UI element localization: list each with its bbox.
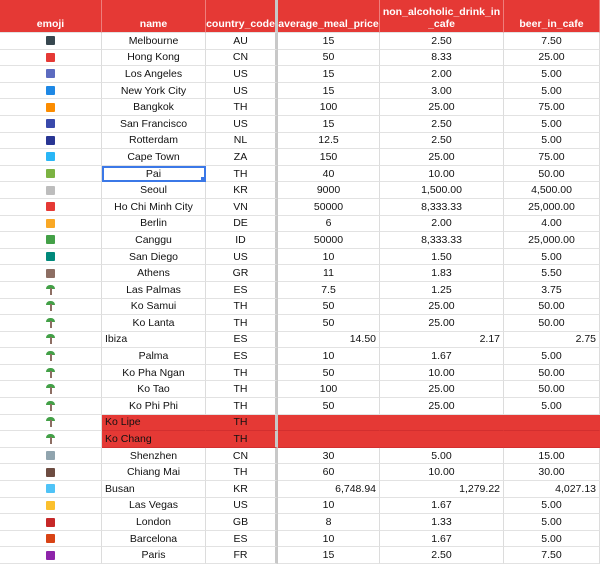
palm-icon (46, 417, 55, 427)
name-cell[interactable]: London (102, 514, 206, 531)
emoji-cell[interactable] (0, 498, 102, 515)
drink-price-cell[interactable]: 25.00 (380, 398, 504, 415)
beer-price-cell[interactable]: 7.50 (504, 33, 600, 50)
name-cell[interactable]: Ibiza (102, 332, 206, 349)
country-code-cell[interactable]: NL (206, 133, 278, 150)
name-cell[interactable]: Melbourne (102, 33, 206, 50)
country-code-cell[interactable]: TH (206, 398, 278, 415)
emoji-cell[interactable] (0, 431, 102, 448)
name-cell[interactable]: Ko Samui (102, 299, 206, 316)
meal-price-cell[interactable] (278, 431, 380, 448)
table-row (0, 531, 600, 548)
country-code-cell[interactable]: US (206, 83, 278, 100)
country-code-cell[interactable]: KR (206, 481, 278, 498)
wave-icon (46, 152, 55, 161)
emoji-cell[interactable] (0, 50, 102, 67)
beer-price-cell[interactable]: 5.00 (504, 133, 600, 150)
name-cell[interactable]: San Diego (102, 249, 206, 266)
name-cell[interactable]: Palma (102, 348, 206, 365)
drink-price-cell[interactable]: 1.25 (380, 282, 504, 299)
country-code-cell[interactable]: TH (206, 299, 278, 316)
beer-price-cell[interactable]: 50.00 (504, 365, 600, 382)
country-code-cell[interactable]: CN (206, 50, 278, 67)
drink-price-cell[interactable]: 3.00 (380, 83, 504, 100)
beer-price-cell[interactable]: 15.00 (504, 448, 600, 465)
emoji-cell[interactable] (0, 332, 102, 349)
drink-price-cell[interactable]: 25.00 (380, 315, 504, 332)
meal-price-cell[interactable]: 50 (278, 299, 380, 316)
palm-icon (46, 285, 55, 295)
name-cell[interactable]: New York City (102, 83, 206, 100)
name-cell[interactable]: Seoul (102, 182, 206, 199)
meal-price-cell[interactable]: 15 (278, 116, 380, 133)
meal-price-cell[interactable]: 15 (278, 33, 380, 50)
country-code-cell[interactable]: ES (206, 332, 278, 349)
table-row (0, 232, 600, 249)
drink-price-cell[interactable]: 8.33 (380, 50, 504, 67)
meal-price-cell[interactable]: 14.50 (278, 332, 380, 349)
table-row (0, 216, 600, 233)
emoji-cell[interactable] (0, 381, 102, 398)
header-emoji[interactable]: emoji (0, 0, 102, 33)
country-code-cell[interactable]: VN (206, 199, 278, 216)
drink-price-cell[interactable]: 25.00 (380, 299, 504, 316)
emoji-cell[interactable] (0, 315, 102, 332)
beer-price-cell[interactable]: 5.00 (504, 398, 600, 415)
beer-price-cell[interactable]: 50.00 (504, 315, 600, 332)
table-row (0, 431, 600, 448)
meal-price-cell[interactable]: 10 (278, 249, 380, 266)
meal-price-cell[interactable]: 6 (278, 216, 380, 233)
beer-price-cell[interactable] (504, 431, 600, 448)
meal-price-cell[interactable]: 50 (278, 398, 380, 415)
beer-price-cell[interactable]: 25,000.00 (504, 199, 600, 216)
night-buildings-icon (46, 136, 55, 145)
emoji-cell[interactable] (0, 116, 102, 133)
country-code-cell[interactable]: ES (206, 282, 278, 299)
beer-price-cell[interactable]: 50.00 (504, 381, 600, 398)
name-cell[interactable]: Canggu (102, 232, 206, 249)
table-body (0, 33, 600, 564)
surfer-icon (46, 252, 55, 261)
table-row (0, 547, 600, 564)
table-row (0, 498, 600, 515)
drink-price-cell[interactable]: 2.00 (380, 216, 504, 233)
country-code-cell[interactable]: TH (206, 381, 278, 398)
country-code-cell[interactable]: GB (206, 514, 278, 531)
table-row (0, 514, 600, 531)
emoji-cell[interactable] (0, 182, 102, 199)
emoji-cell[interactable] (0, 448, 102, 465)
name-cell[interactable]: Pai (102, 166, 206, 183)
table-row (0, 33, 600, 50)
emoji-cell[interactable] (0, 514, 102, 531)
table-row (0, 464, 600, 481)
meal-price-cell[interactable]: 50 (278, 315, 380, 332)
header-non-alcoholic-drink[interactable] (380, 0, 504, 33)
table-row (0, 50, 600, 67)
drink-price-cell[interactable]: 1,500.00 (380, 182, 504, 199)
country-code-cell[interactable]: TH (206, 99, 278, 116)
emoji-cell[interactable] (0, 99, 102, 116)
emoji-cell[interactable] (0, 265, 102, 282)
emoji-cell[interactable] (0, 166, 102, 183)
meal-price-cell[interactable]: 100 (278, 381, 380, 398)
country-code-cell[interactable]: US (206, 498, 278, 515)
emoji-cell[interactable] (0, 348, 102, 365)
beer-price-cell[interactable]: 50.00 (504, 299, 600, 316)
name-cell[interactable]: Hong Kong (102, 50, 206, 67)
emoji-cell[interactable] (0, 199, 102, 216)
emoji-cell[interactable] (0, 83, 102, 100)
country-code-cell[interactable]: GR (206, 265, 278, 282)
header-name[interactable]: name (102, 0, 206, 33)
table-row (0, 398, 600, 415)
country-code-cell[interactable]: TH (206, 415, 278, 432)
meal-price-cell[interactable]: 11 (278, 265, 380, 282)
drink-price-cell[interactable]: 10.00 (380, 464, 504, 481)
country-code-cell[interactable]: FR (206, 547, 278, 564)
drink-price-cell[interactable]: 25.00 (380, 381, 504, 398)
drink-price-cell[interactable]: 2.50 (380, 547, 504, 564)
beer-price-cell[interactable]: 30.00 (504, 464, 600, 481)
name-cell[interactable]: Ko Lanta (102, 315, 206, 332)
meal-price-cell[interactable]: 15 (278, 547, 380, 564)
meal-price-cell[interactable]: 15 (278, 83, 380, 100)
beer-price-cell[interactable]: 5.00 (504, 498, 600, 515)
country-code-cell[interactable]: US (206, 249, 278, 266)
drink-price-cell[interactable]: 2.50 (380, 33, 504, 50)
country-code-cell[interactable]: TH (206, 365, 278, 382)
drink-price-cell[interactable]: 8,333.33 (380, 199, 504, 216)
header-country-code[interactable]: country_code (206, 0, 278, 33)
header-average-meal-price[interactable]: average_meal_price (278, 0, 380, 33)
drink-price-cell[interactable]: 8,333.33 (380, 232, 504, 249)
meal-price-cell[interactable]: 10 (278, 531, 380, 548)
meal-price-cell[interactable]: 15 (278, 66, 380, 83)
table-row (0, 481, 600, 498)
hong-kong-flag-icon (46, 53, 55, 62)
name-cell[interactable]: Ko Chang (102, 431, 206, 448)
emoji-cell[interactable] (0, 531, 102, 548)
name-cell[interactable]: Berlin (102, 216, 206, 233)
table-row (0, 99, 600, 116)
name-cell[interactable]: Rotterdam (102, 133, 206, 150)
city-dusk-icon (46, 69, 55, 78)
country-code-cell[interactable]: US (206, 116, 278, 133)
name-cell[interactable]: Cape Town (102, 149, 206, 166)
meal-price-cell[interactable]: 50000 (278, 199, 380, 216)
meal-price-cell[interactable]: 12.5 (278, 133, 380, 150)
meal-price-cell[interactable]: 60 (278, 464, 380, 481)
name-cell[interactable]: San Francisco (102, 116, 206, 133)
beer-price-cell[interactable] (504, 415, 600, 432)
country-code-cell[interactable]: ZA (206, 149, 278, 166)
beer-price-cell[interactable]: 5.00 (504, 514, 600, 531)
table-row (0, 365, 600, 382)
meal-price-cell[interactable]: 100 (278, 99, 380, 116)
beer-price-cell[interactable]: 7.50 (504, 547, 600, 564)
emoji-cell[interactable] (0, 133, 102, 150)
beer-price-cell[interactable]: 5.00 (504, 83, 600, 100)
country-code-cell[interactable]: AU (206, 33, 278, 50)
temple-icon (46, 269, 55, 278)
name-cell[interactable]: Busan (102, 481, 206, 498)
drink-price-cell[interactable]: 1,279.22 (380, 481, 504, 498)
country-code-cell[interactable]: ID (206, 232, 278, 249)
drink-price-cell[interactable] (380, 415, 504, 432)
drink-price-cell[interactable]: 1.67 (380, 498, 504, 515)
drink-price-cell[interactable]: 1.50 (380, 249, 504, 266)
beer-price-cell[interactable]: 50.00 (504, 166, 600, 183)
country-code-cell[interactable]: TH (206, 431, 278, 448)
drink-price-cell[interactable]: 5.00 (380, 448, 504, 465)
name-cell[interactable]: Barcelona (102, 531, 206, 548)
meal-price-cell[interactable]: 9000 (278, 182, 380, 199)
table-row (0, 116, 600, 133)
tower-icon (46, 551, 55, 560)
beer-icon (46, 219, 55, 228)
drink-price-cell[interactable]: 25.00 (380, 99, 504, 116)
bowl-icon (46, 186, 55, 195)
table-row (0, 315, 600, 332)
beer-price-cell[interactable]: 4,027.13 (504, 481, 600, 498)
emoji-cell[interactable] (0, 299, 102, 316)
country-code-cell[interactable]: TH (206, 315, 278, 332)
palm-icon (46, 301, 55, 311)
name-cell[interactable]: Paris (102, 547, 206, 564)
name-cell[interactable]: Las Vegas (102, 498, 206, 515)
city-night-icon (46, 36, 55, 45)
table-row (0, 66, 600, 83)
guard-icon (46, 518, 55, 527)
flag-icon (46, 202, 55, 211)
beer-price-cell[interactable]: 5.00 (504, 249, 600, 266)
meal-price-cell[interactable]: 10 (278, 348, 380, 365)
table-row (0, 448, 600, 465)
emoji-cell[interactable] (0, 415, 102, 432)
header-row (0, 0, 600, 33)
table-row (0, 83, 600, 100)
beer-price-cell[interactable]: 4,500.00 (504, 182, 600, 199)
country-code-cell[interactable]: CN (206, 448, 278, 465)
meal-price-cell[interactable]: 50 (278, 365, 380, 382)
meal-price-cell[interactable]: 10 (278, 498, 380, 515)
header-beer-in-cafe[interactable]: beer_in_cafe (504, 0, 600, 33)
name-cell[interactable]: Ko Pha Ngan (102, 365, 206, 382)
beer-price-cell[interactable]: 3.75 (504, 282, 600, 299)
drink-price-cell[interactable]: 2.50 (380, 116, 504, 133)
drink-price-cell[interactable]: 10.00 (380, 166, 504, 183)
meal-price-cell[interactable]: 8 (278, 514, 380, 531)
emoji-cell[interactable] (0, 33, 102, 50)
table-row (0, 199, 600, 216)
table-row (0, 182, 600, 199)
country-code-cell[interactable]: ES (206, 348, 278, 365)
country-code-cell[interactable]: US (206, 66, 278, 83)
fish-icon (46, 484, 55, 493)
table-row (0, 348, 600, 365)
table-row (0, 282, 600, 299)
name-cell[interactable]: Athens (102, 265, 206, 282)
emoji-cell[interactable] (0, 216, 102, 233)
drink-price-cell[interactable]: 1.67 (380, 531, 504, 548)
meal-price-cell[interactable]: 7.5 (278, 282, 380, 299)
elephant-icon (46, 468, 55, 477)
emoji-cell[interactable] (0, 464, 102, 481)
country-code-cell[interactable]: ES (206, 531, 278, 548)
meal-price-cell[interactable]: 50 (278, 50, 380, 67)
emoji-cell[interactable] (0, 282, 102, 299)
name-cell[interactable]: Ko Lipe (102, 415, 206, 432)
name-cell[interactable]: Shenzhen (102, 448, 206, 465)
header-drink-line2: _cafe (428, 18, 455, 30)
palm-icon (46, 334, 55, 344)
name-cell[interactable]: Ko Tao (102, 381, 206, 398)
beer-price-cell[interactable]: 25,000.00 (504, 232, 600, 249)
beer-price-cell[interactable]: 5.50 (504, 265, 600, 282)
drink-price-cell[interactable]: 1.33 (380, 514, 504, 531)
meal-price-cell[interactable]: 30 (278, 448, 380, 465)
emoji-cell[interactable] (0, 149, 102, 166)
country-code-cell[interactable]: TH (206, 166, 278, 183)
beer-price-cell[interactable]: 5.00 (504, 116, 600, 133)
table-row (0, 381, 600, 398)
table-row (0, 166, 600, 183)
slot-icon (46, 501, 55, 510)
tram-icon (46, 451, 55, 460)
table-row (0, 265, 600, 282)
meal-price-cell[interactable] (278, 415, 380, 432)
name-cell[interactable]: Los Angeles (102, 66, 206, 83)
drink-price-cell[interactable]: 2.17 (380, 332, 504, 349)
sunset-city-icon (46, 103, 55, 112)
emoji-cell[interactable] (0, 249, 102, 266)
country-code-cell[interactable]: KR (206, 182, 278, 199)
surfer-icon (46, 235, 55, 244)
table-row (0, 415, 600, 432)
herb-icon (46, 169, 55, 178)
table-row (0, 133, 600, 150)
emoji-cell[interactable] (0, 481, 102, 498)
meal-price-cell[interactable]: 150 (278, 149, 380, 166)
palm-icon (46, 368, 55, 378)
beer-price-cell[interactable]: 5.00 (504, 66, 600, 83)
meal-price-cell[interactable]: 6,748.94 (278, 481, 380, 498)
palm-icon (46, 434, 55, 444)
drink-price-cell[interactable]: 1.67 (380, 348, 504, 365)
beer-price-cell[interactable]: 5.00 (504, 348, 600, 365)
drink-price-cell[interactable]: 1.83 (380, 265, 504, 282)
header-drink-line1: non_alcoholic_drink_in (382, 6, 501, 18)
drink-price-cell[interactable] (380, 431, 504, 448)
country-code-cell[interactable]: TH (206, 464, 278, 481)
palm-icon (46, 351, 55, 361)
palm-icon (46, 401, 55, 411)
cityscape-icon (46, 86, 55, 95)
drink-price-cell[interactable]: 10.00 (380, 365, 504, 382)
castle-icon (46, 534, 55, 543)
name-cell[interactable]: Chiang Mai (102, 464, 206, 481)
beer-price-cell[interactable]: 4.00 (504, 216, 600, 233)
name-cell[interactable]: Bangkok (102, 99, 206, 116)
drink-price-cell[interactable]: 2.50 (380, 133, 504, 150)
name-cell[interactable]: Ko Phi Phi (102, 398, 206, 415)
country-code-cell[interactable]: DE (206, 216, 278, 233)
beer-price-cell[interactable]: 75.00 (504, 99, 600, 116)
emoji-cell[interactable] (0, 66, 102, 83)
meal-price-cell[interactable]: 50000 (278, 232, 380, 249)
emoji-cell[interactable] (0, 232, 102, 249)
emoji-cell[interactable] (0, 547, 102, 564)
name-cell[interactable]: Las Palmas (102, 282, 206, 299)
name-cell[interactable]: Ho Chi Minh City (102, 199, 206, 216)
meal-price-cell[interactable]: 40 (278, 166, 380, 183)
table-row (0, 149, 600, 166)
drink-price-cell[interactable]: 25.00 (380, 149, 504, 166)
table-row (0, 332, 600, 349)
table-row (0, 299, 600, 316)
beer-price-cell[interactable]: 5.00 (504, 531, 600, 548)
palm-icon (46, 384, 55, 394)
table-row (0, 249, 600, 266)
emoji-cell[interactable] (0, 398, 102, 415)
beer-price-cell[interactable]: 75.00 (504, 149, 600, 166)
emoji-cell[interactable] (0, 365, 102, 382)
beer-price-cell[interactable]: 2.75 (504, 332, 600, 349)
beer-price-cell[interactable]: 25.00 (504, 50, 600, 67)
night-city-icon (46, 119, 55, 128)
palm-icon (46, 318, 55, 328)
drink-price-cell[interactable]: 2.00 (380, 66, 504, 83)
